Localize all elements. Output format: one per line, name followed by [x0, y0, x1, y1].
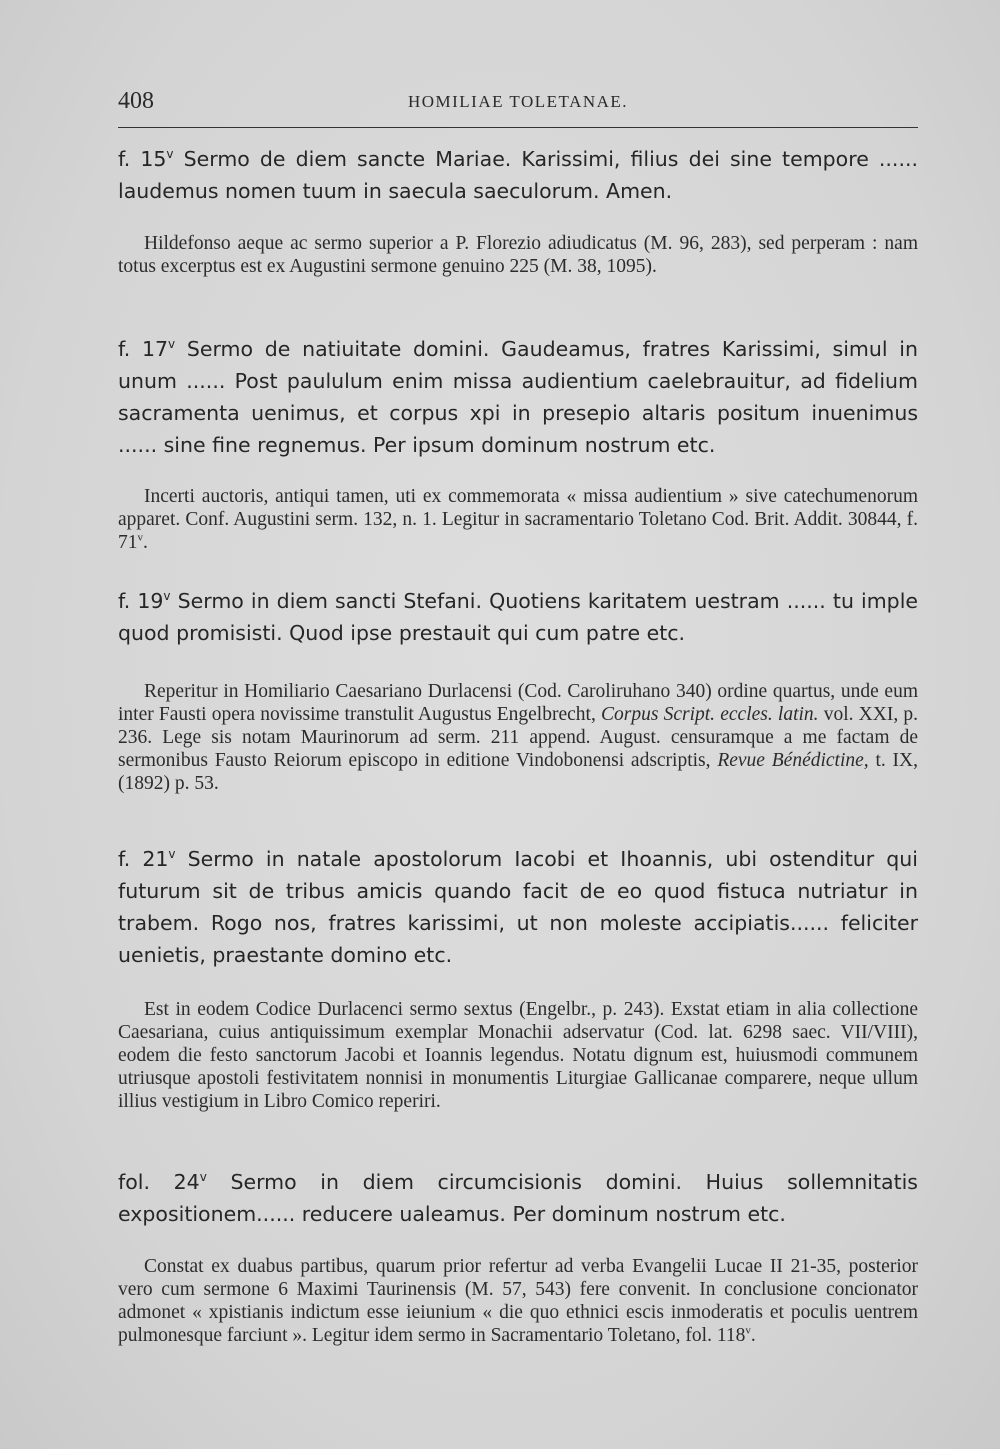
folio-ref: f. 15$^v$ [118, 147, 174, 171]
running-title: HOMILIAE TOLETANAE. [407, 92, 629, 111]
page-number: 408 [118, 88, 154, 114]
folio-ref: f. 17$^v$ [118, 337, 176, 361]
entry-f24v [118, 1166, 918, 1230]
entry-text: Sermo in diem circumcisionis domini. Huius sollemnitatis expositionem...... reducere ualeamus. Per dominum nostrum etc. [118, 1170, 918, 1226]
folio-ref: fol. 24$^v$ [118, 1170, 207, 1194]
note-f19v: Reperitur in Homiliario Caesariano Durlacensi (Cod. Caroliruhano 340) ordine quartus, unde eum inter Fausti opera novissime transtulit Augustus Engelbrecht, Corpus Script. eccles. latin. vol. XXI, p. 236. Lege sis notam Maurinorum ad serm. 211 append. August. censuramque a me factam de sermonibus Fausto Reiorum episcopo in editione Vindobonensi adscriptis, Revue Bénédictine, t. IX, (1892) p. 53. [118, 681, 919, 794]
folio-ref: f. 19$^v$ [118, 589, 171, 613]
entry-text: Sermo in natale apostolorum Iacobi et Ihoannis, ubi ostenditur qui futurum sit de tribus amicis quando facit de eo quod fistuca nutriatur in trabem. Rogo nos, fratres karissimi, ut non moleste accipiatis...... feliciter uenietis, praestante domino etc. [118, 847, 918, 967]
note-f17v: Incerti auctoris, antiqui tamen, uti ex commemorata « missa audientium » sive catechumenorum apparet. Conf. Augustini serm. 132, n. 1. Legitur in sacramentario Toletano Cod. Brit. Addit. 30844, f. 71$^v$. [118, 486, 918, 553]
entry-f19v [118, 585, 918, 649]
entry-text: Sermo in diem sancti Stefani. Quotiens karitatem uestram ...... tu imple quod promisisti. Quod ipse prestauit qui cum patre etc. [118, 589, 918, 645]
entry-text: Sermo de diem sancte Mariae. Karissimi, filius dei sine tempore ...... laudemus nomen tuum in saecula saeculorum. Amen. [118, 147, 918, 203]
entry-text: Sermo de natiuitate domini. Gaudeamus, fratres Karissimi, simul in unum ...... Post paululum enim missa audientium caelebrauitur, ad fidelium sacramenta uenimus, et corpus xpi in presepio altaris positum inuenimus ...... sine fine regnemus. Per ipsum dominum nostrum etc. [118, 337, 918, 457]
note-f24v: Constat ex duabus partibus, quarum prior refertur ad verba Evangelii Lucae II 21-35, posterior vero cum sermone 6 Maximi Taurinensis (M. 57, 543) fere convenit. In conclusione concionator admonet « xpistianis indictum esse ieiunium « die quo ethnici escis inmoderatis et poculis uentrem pulmonesque farciunt ». Legitur idem sermo in Sacramentario Toletano, fol. 118$^v$. [118, 1256, 918, 1346]
note-f21v: Est in eodem Codice Durlacenci sermo sextus (Engelbr., p. 243). Exstat etiam in alia collectione Caesariana, cuius antiquissimum exemplar Monachii adservatur (Cod. lat. 6298 saec. VII/VIII), eodem die festo sanctorum Jacobi et Ioannis legendus. Notatu dignum est, huiusmodi communem utriusque apostoli festivitatem nonnisi in monumentis Liturgiae Gallicanae comparere, neque ullum illius vestigium in Libro Comico reperiri. [118, 999, 918, 1112]
entry-f17v [118, 333, 918, 461]
entry-f21v [118, 843, 918, 971]
page-header [118, 88, 918, 124]
folio-ref: f. 21$^v$ [118, 847, 176, 871]
entry-f15v [118, 143, 918, 207]
note-f15v: Hildefonso aeque ac sermo superior a P. Florezio adiudicatus (M. 96, 283), sed perperam : nam totus excerptus est ex Augustini sermone genuino 225 (M. 38, 1095). [118, 233, 918, 277]
header-rule [118, 127, 918, 128]
